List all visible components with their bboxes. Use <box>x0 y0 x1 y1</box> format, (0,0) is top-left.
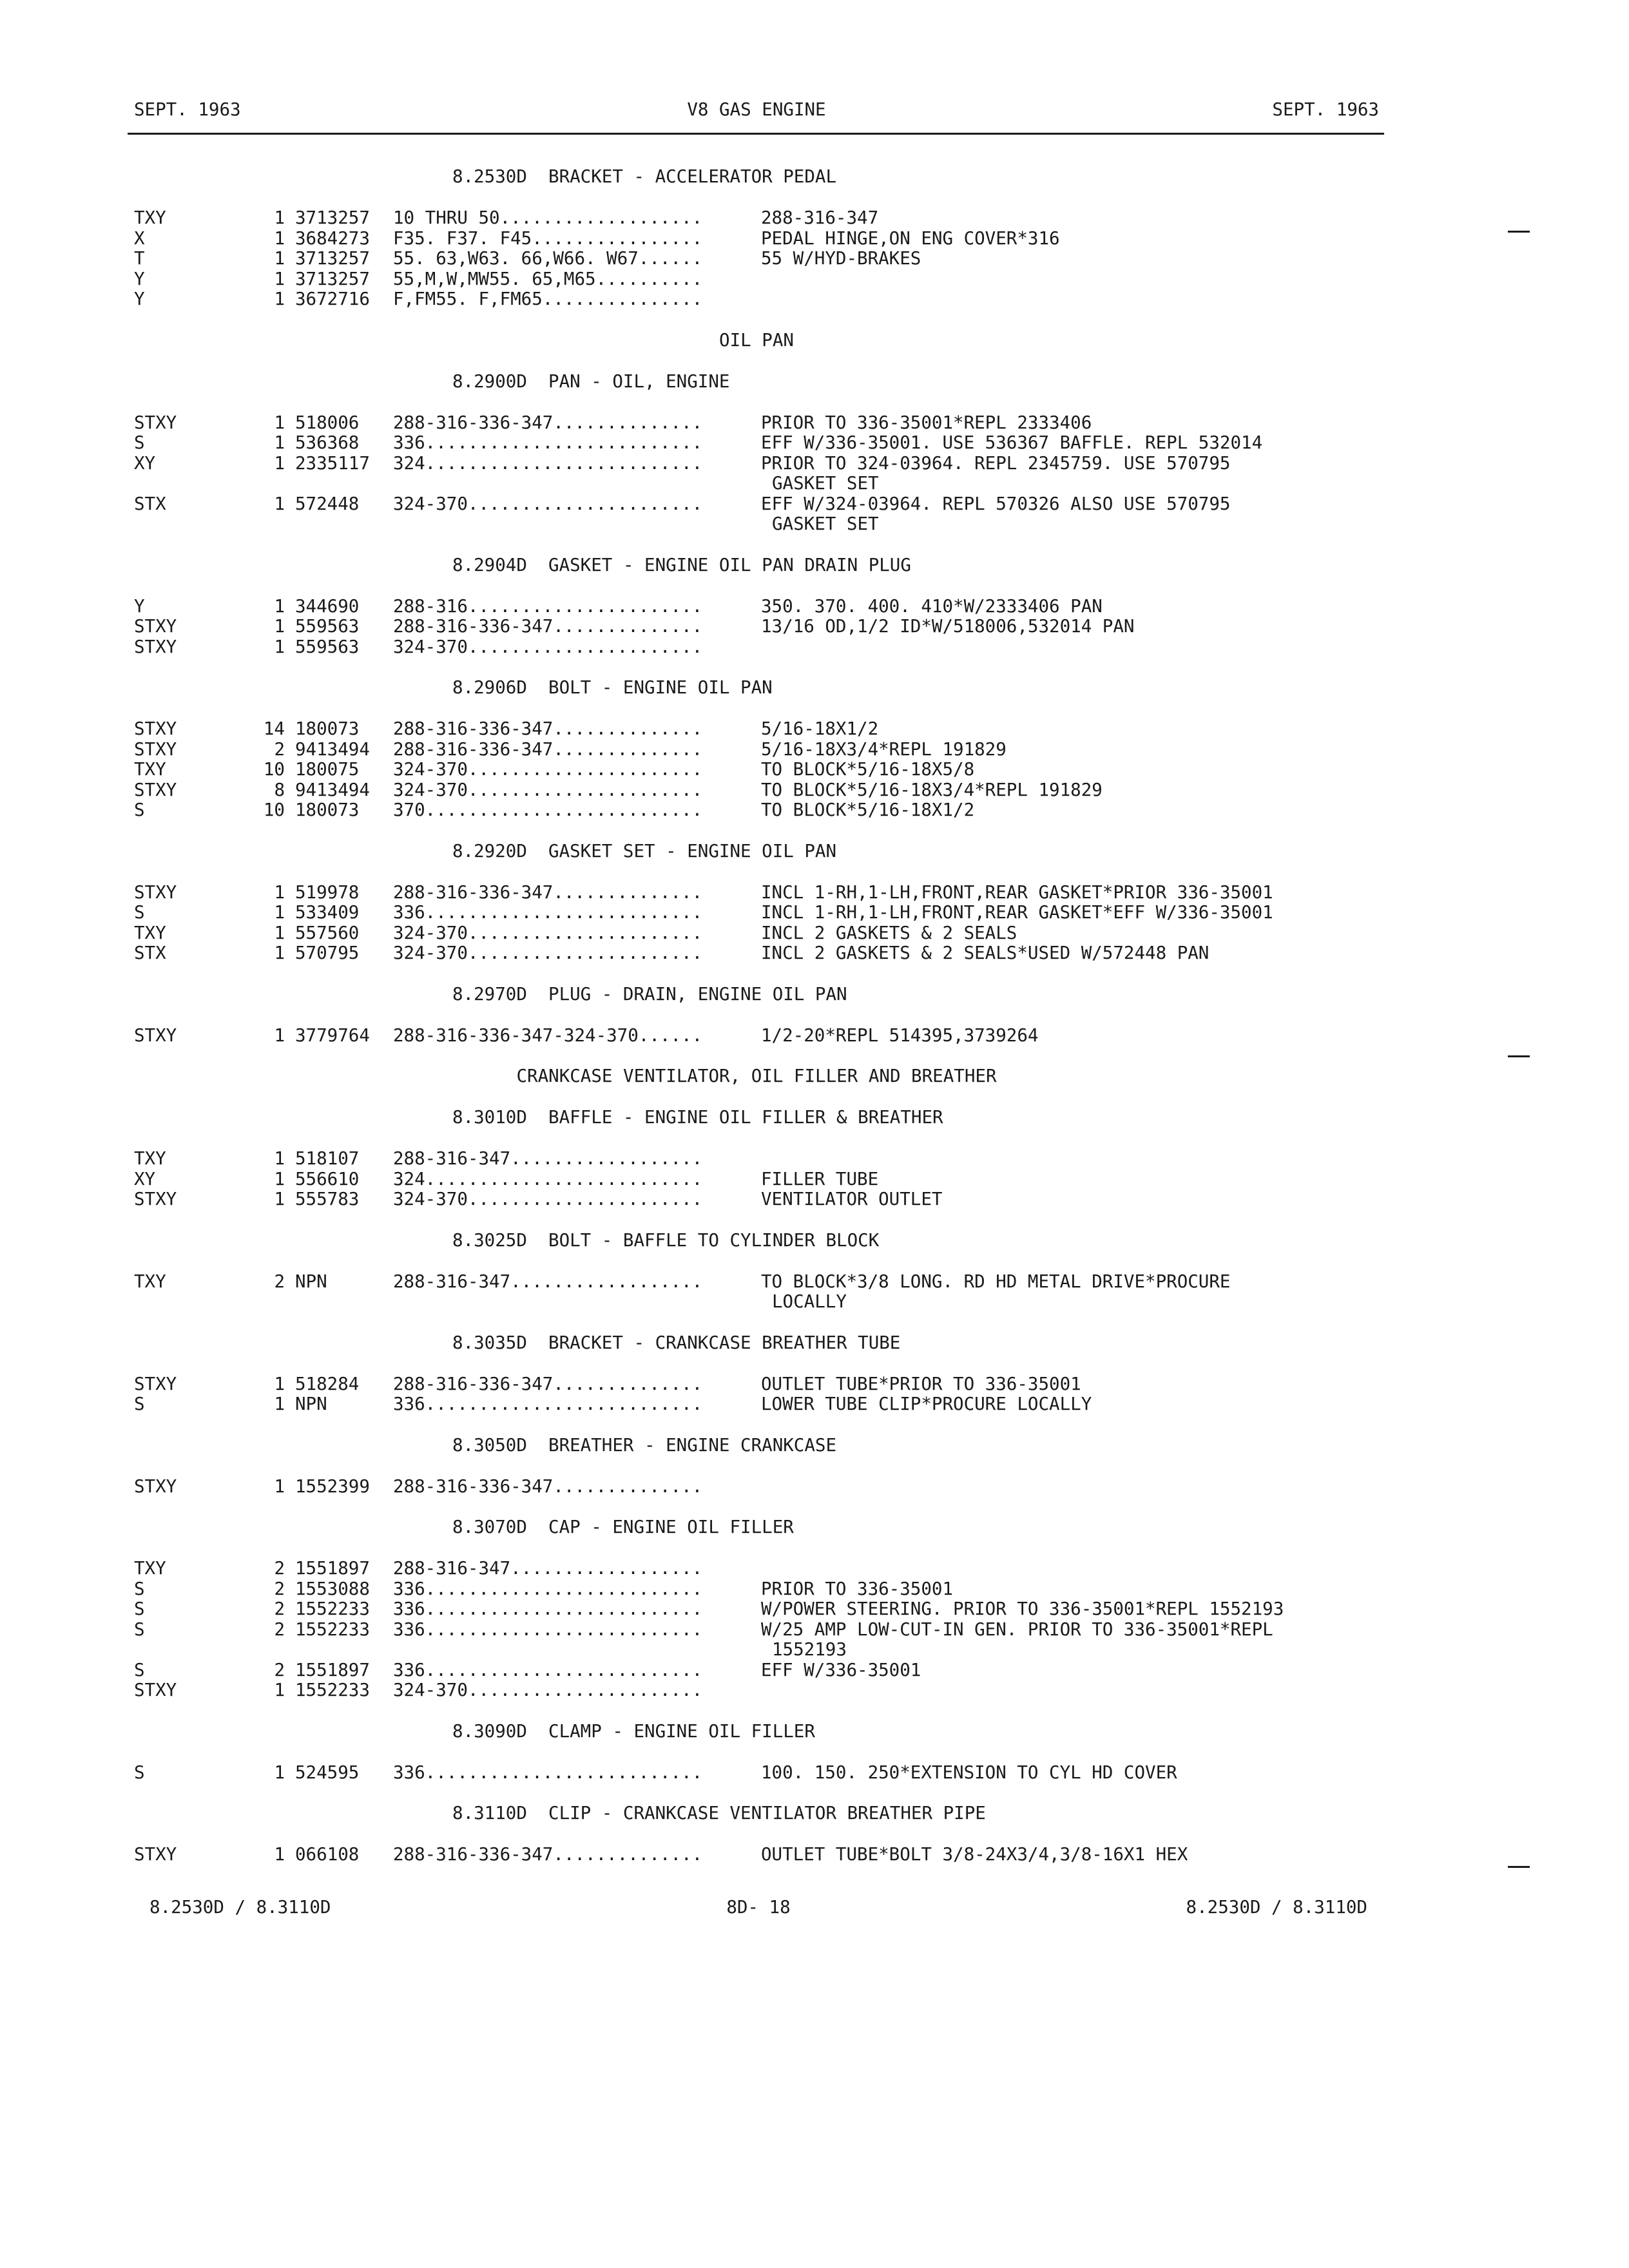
quantity: 1 <box>274 1024 285 1046</box>
remarks: 5/16-18X3/4*REPL 191829 <box>761 738 1007 760</box>
model-code: TXY <box>134 922 166 943</box>
part-number: 570795 <box>295 943 360 963</box>
quantity: 1 <box>274 1373 285 1394</box>
section-heading: 8.3050D BREATHER - ENGINE CRANKCASE <box>452 1434 837 1456</box>
remarks: TO BLOCK*3/8 LONG. RD HD METAL DRIVE*PROCURE <box>761 1271 1231 1292</box>
remarks: EFF W/336-35001 <box>761 1659 921 1680</box>
category-heading: CRANKCASE VENTILATOR, OIL FILLER AND BREATHER <box>516 1066 997 1086</box>
application: 288-316-336-347.............. <box>393 738 703 760</box>
application: 55. 63,W63. 66,W66. W67...... <box>393 248 703 269</box>
section-heading: 8.3090D CLAMP - ENGINE OIL FILLER <box>452 1720 815 1742</box>
quantity: 1 <box>274 1168 285 1189</box>
part-number: 559563 <box>295 636 360 657</box>
model-code: STXY <box>134 1475 177 1497</box>
quantity: 1 <box>274 452 285 474</box>
application: F35. F37. F45................ <box>393 227 703 249</box>
model-code: STXY <box>134 881 177 903</box>
application: 288-316-347.................. <box>393 1148 703 1169</box>
application: 288-316-347.................. <box>393 1271 703 1292</box>
application: 324-370...................... <box>393 759 703 780</box>
part-number: 519978 <box>295 881 360 903</box>
part-number: NPN <box>295 1394 327 1414</box>
quantity: 8 <box>274 779 285 800</box>
quantity: 1 <box>274 412 285 433</box>
section-heading: 8.2904D GASKET - ENGINE OIL PAN DRAIN PLUG <box>452 554 911 575</box>
application: 324.......................... <box>393 452 703 474</box>
model-code: XY <box>134 1168 156 1189</box>
model-code: Y <box>134 268 145 289</box>
header-date-right: SEPT. 1963 <box>1272 99 1379 120</box>
quantity: 14 <box>263 718 285 739</box>
remarks: EFF W/336-35001. USE 536367 BAFFLE. REPL 532014 <box>761 432 1263 453</box>
part-number: 1552233 <box>295 1599 370 1619</box>
section-heading: 8.3010D BAFFLE - ENGINE OIL FILLER & BREATHER <box>452 1107 943 1128</box>
application: 288-316-336-347.............. <box>393 718 703 739</box>
part-number: 066108 <box>295 1844 360 1865</box>
model-code: STX <box>134 493 166 514</box>
margin-tick <box>1508 1055 1530 1057</box>
model-code: S <box>134 902 145 923</box>
application: 324-370...................... <box>393 636 703 657</box>
model-code: TXY <box>134 1148 166 1169</box>
application: 288-316-336-347.............. <box>393 1373 703 1394</box>
application: 324-370...................... <box>393 922 703 943</box>
quantity: 1 <box>274 248 285 269</box>
quantity: 1 <box>274 1394 285 1414</box>
part-number: 3779764 <box>295 1024 370 1046</box>
application: 370.......................... <box>393 800 703 820</box>
application: 336.......................... <box>393 1599 703 1619</box>
section-heading: 8.2900D PAN - OIL, ENGINE <box>452 370 730 392</box>
margin-tick <box>1508 231 1530 233</box>
remarks: 5/16-18X1/2 <box>761 718 879 739</box>
remarks: W/POWER STEERING. PRIOR TO 336-35001*REPL 1552193 <box>761 1599 1284 1619</box>
quantity: 1 <box>274 902 285 923</box>
application: 324-370...................... <box>393 1680 703 1700</box>
remarks: VENTILATOR OUTLET <box>761 1189 943 1209</box>
remarks: 1/2-20*REPL 514395,3739264 <box>761 1024 1039 1046</box>
quantity: 10 <box>263 759 285 780</box>
application: 288-316-336-347.............. <box>393 1844 703 1865</box>
model-code: STXY <box>134 412 177 433</box>
part-number: 572448 <box>295 493 360 514</box>
part-number: 524595 <box>295 1762 360 1783</box>
application: 324-370...................... <box>393 493 703 514</box>
footer-range-right: 8.2530D / 8.3110D <box>1186 1897 1367 1917</box>
model-code: T <box>134 248 145 269</box>
page-footer <box>149 1897 1367 1923</box>
model-code: STXY <box>134 738 177 760</box>
quantity: 10 <box>263 800 285 820</box>
part-number: 1551897 <box>295 1558 370 1579</box>
part-number: 1552233 <box>295 1680 370 1700</box>
application: 288-316...................... <box>393 595 703 617</box>
remarks-continuation: LOCALLY <box>772 1291 847 1312</box>
part-number: 9413494 <box>295 779 370 800</box>
part-number: 536368 <box>295 432 360 453</box>
remarks: 100. 150. 250*EXTENSION TO CYL HD COVER <box>761 1762 1177 1783</box>
header-title: V8 GAS ENGINE <box>687 99 826 120</box>
quantity: 2 <box>274 1271 285 1292</box>
part-number: 533409 <box>295 902 360 923</box>
part-number: 180073 <box>295 718 360 739</box>
application: 55,M,W,MW55. 65,M65.......... <box>393 268 703 289</box>
remarks: FILLER TUBE <box>761 1168 879 1189</box>
remarks: OUTLET TUBE*BOLT 3/8-24X3/4,3/8-16X1 HEX <box>761 1844 1188 1865</box>
section-heading: 8.2906D BOLT - ENGINE OIL PAN <box>452 677 773 698</box>
section-heading: 8.3070D CAP - ENGINE OIL FILLER <box>452 1517 794 1537</box>
quantity: 1 <box>274 1475 285 1497</box>
quantity: 1 <box>274 616 285 637</box>
section-heading: 8.3035D BRACKET - CRANKCASE BREATHER TUBE <box>452 1332 901 1353</box>
application: 336.......................... <box>393 902 703 923</box>
application: 324-370...................... <box>393 1189 703 1209</box>
part-number: 3672716 <box>295 289 370 309</box>
quantity: 2 <box>274 738 285 760</box>
application: 336.......................... <box>393 1762 703 1783</box>
quantity: 1 <box>274 207 285 228</box>
remarks: PEDAL HINGE,ON ENG COVER*316 <box>761 227 1060 249</box>
model-code: S <box>134 1578 145 1599</box>
remarks-continuation: 1552193 <box>772 1639 847 1660</box>
model-code: STXY <box>134 1024 177 1046</box>
model-code: X <box>134 227 145 249</box>
remarks: LOWER TUBE CLIP*PROCURE LOCALLY <box>761 1394 1092 1414</box>
part-number: 1553088 <box>295 1578 370 1599</box>
application: 336.......................... <box>393 1578 703 1599</box>
quantity: 1 <box>274 636 285 657</box>
model-code: S <box>134 1619 145 1640</box>
quantity: 2 <box>274 1659 285 1680</box>
remarks: OUTLET TUBE*PRIOR TO 336-35001 <box>761 1373 1081 1394</box>
quantity: 1 <box>274 1189 285 1209</box>
model-code: STXY <box>134 636 177 657</box>
quantity: 2 <box>274 1619 285 1640</box>
part-number: 1552399 <box>295 1475 370 1497</box>
application: F,FM55. F,FM65............... <box>393 289 703 309</box>
quantity: 1 <box>274 881 285 903</box>
part-number: 557560 <box>295 922 360 943</box>
remarks: 13/16 OD,1/2 ID*W/518006,532014 PAN <box>761 616 1135 637</box>
quantity: 1 <box>274 1844 285 1865</box>
model-code: TXY <box>134 759 166 780</box>
application: 288-316-336-347.............. <box>393 881 703 903</box>
model-code: STXY <box>134 1189 177 1209</box>
remarks: 55 W/HYD-BRAKES <box>761 248 921 269</box>
remarks: TO BLOCK*5/16-18X1/2 <box>761 800 975 820</box>
model-code: S <box>134 1599 145 1619</box>
part-number: 344690 <box>295 595 360 617</box>
remarks: INCL 2 GASKETS & 2 SEALS*USED W/572448 PAN <box>761 943 1210 963</box>
model-code: STXY <box>134 779 177 800</box>
part-number: 518284 <box>295 1373 360 1394</box>
model-code: S <box>134 800 145 820</box>
application: 10 THRU 50................... <box>393 207 703 228</box>
quantity: 1 <box>274 493 285 514</box>
model-code: STXY <box>134 1680 177 1700</box>
category-heading: OIL PAN <box>719 329 794 351</box>
application: 324-370...................... <box>393 779 703 800</box>
part-number: 556610 <box>295 1168 360 1189</box>
quantity: 1 <box>274 1762 285 1783</box>
part-number: 180075 <box>295 759 360 780</box>
quantity: 1 <box>274 1680 285 1700</box>
quantity: 1 <box>274 1148 285 1169</box>
remarks: PRIOR TO 336-35001*REPL 2333406 <box>761 412 1092 433</box>
part-number: 9413494 <box>295 738 370 760</box>
part-number: 180073 <box>295 800 360 820</box>
remarks: PRIOR TO 336-35001 <box>761 1578 954 1599</box>
quantity: 2 <box>274 1578 285 1599</box>
remarks: TO BLOCK*5/16-18X3/4*REPL 191829 <box>761 779 1103 800</box>
remarks: INCL 1-RH,1-LH,FRONT,REAR GASKET*EFF W/336-35001 <box>761 902 1273 923</box>
remarks: INCL 2 GASKETS & 2 SEALS <box>761 922 1017 943</box>
page-header <box>134 99 1379 131</box>
section-heading: 8.3110D CLIP - CRANKCASE VENTILATOR BREATHER PIPE <box>452 1803 986 1823</box>
model-code: STXY <box>134 1373 177 1394</box>
remarks: TO BLOCK*5/16-18X5/8 <box>761 759 975 780</box>
remarks-continuation: GASKET SET <box>772 514 879 534</box>
part-number: 559563 <box>295 616 360 637</box>
application: 336.......................... <box>393 1394 703 1414</box>
margin-tick <box>1508 1866 1530 1868</box>
model-code: S <box>134 1762 145 1783</box>
part-number: 1552233 <box>295 1619 370 1640</box>
header-date-left: SEPT. 1963 <box>134 99 241 120</box>
model-code: STX <box>134 943 166 963</box>
quantity: 2 <box>274 1558 285 1579</box>
quantity: 1 <box>274 227 285 249</box>
remarks: PRIOR TO 324-03964. REPL 2345759. USE 570795 <box>761 452 1231 474</box>
part-number: 555783 <box>295 1189 360 1209</box>
model-code: S <box>134 1394 145 1414</box>
application: 288-316-336-347-324-370...... <box>393 1024 703 1046</box>
application: 288-316-336-347.............. <box>393 616 703 637</box>
remarks-continuation: GASKET SET <box>772 473 879 494</box>
section-heading: 8.2920D GASKET SET - ENGINE OIL PAN <box>452 840 837 861</box>
part-number: 2335117 <box>295 452 370 474</box>
section-heading: 8.2530D BRACKET - ACCELERATOR PEDAL <box>452 166 837 187</box>
quantity: 1 <box>274 289 285 309</box>
model-code: S <box>134 1659 145 1680</box>
application: 324-370...................... <box>393 943 703 963</box>
model-code: XY <box>134 452 156 474</box>
application: 288-316-347.................. <box>393 1558 703 1579</box>
part-number: NPN <box>295 1271 327 1292</box>
model-code: Y <box>134 595 145 617</box>
remarks: W/25 AMP LOW-CUT-IN GEN. PRIOR TO 336-35001*REPL <box>761 1619 1273 1640</box>
section-heading: 8.2970D PLUG - DRAIN, ENGINE OIL PAN <box>452 983 847 1004</box>
remarks: INCL 1-RH,1-LH,FRONT,REAR GASKET*PRIOR 336-35001 <box>761 881 1273 903</box>
quantity: 1 <box>274 432 285 453</box>
quantity: 1 <box>274 943 285 963</box>
model-code: Y <box>134 289 145 309</box>
header-rule <box>128 133 1384 135</box>
section-heading: 8.3025D BOLT - BAFFLE TO CYLINDER BLOCK <box>452 1229 880 1251</box>
quantity: 1 <box>274 268 285 289</box>
model-code: TXY <box>134 1558 166 1579</box>
application: 336.......................... <box>393 432 703 453</box>
application: 288-316-336-347.............. <box>393 1475 703 1497</box>
part-number: 3713257 <box>295 268 370 289</box>
model-code: S <box>134 432 145 453</box>
part-number: 3713257 <box>295 248 370 269</box>
model-code: STXY <box>134 718 177 739</box>
application: 336.......................... <box>393 1619 703 1640</box>
application: 288-316-336-347.............. <box>393 412 703 433</box>
remarks: 350. 370. 400. 410*W/2333406 PAN <box>761 595 1103 617</box>
quantity: 2 <box>274 1599 285 1619</box>
application: 336.......................... <box>393 1659 703 1680</box>
part-number: 518006 <box>295 412 360 433</box>
part-number: 3684273 <box>295 227 370 249</box>
quantity: 1 <box>274 922 285 943</box>
remarks: 288-316-347 <box>761 207 879 228</box>
part-number: 1551897 <box>295 1659 370 1680</box>
model-code: TXY <box>134 207 166 228</box>
part-number: 3713257 <box>295 207 370 228</box>
page-number: 8D- 18 <box>726 1897 791 1917</box>
model-code: STXY <box>134 1844 177 1865</box>
model-code: TXY <box>134 1271 166 1292</box>
footer-range-left: 8.2530D / 8.3110D <box>149 1897 331 1917</box>
application: 324.......................... <box>393 1168 703 1189</box>
part-number: 518107 <box>295 1148 360 1169</box>
remarks: EFF W/324-03964. REPL 570326 ALSO USE 570795 <box>761 493 1231 514</box>
quantity: 1 <box>274 595 285 617</box>
model-code: STXY <box>134 616 177 637</box>
